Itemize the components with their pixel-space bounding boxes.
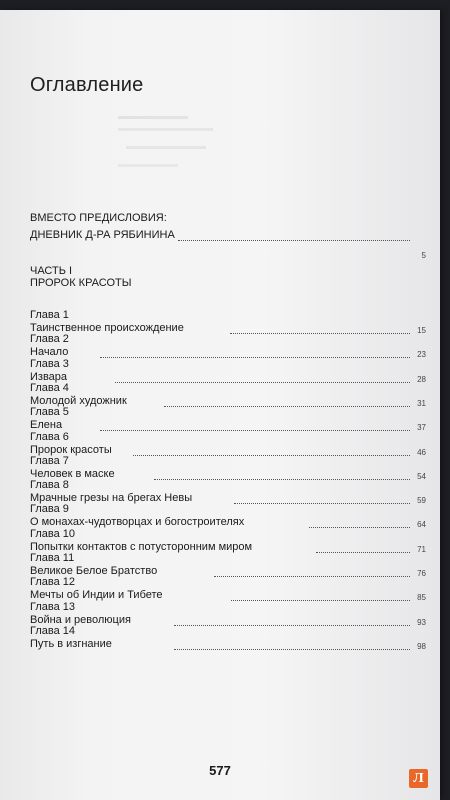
part-title: ПРОРОК КРАСОТЫ (30, 277, 132, 289)
chapter-title: Елена (30, 419, 63, 432)
chapter-page: 93 (417, 617, 426, 627)
chapter-label: Глава 13 (30, 600, 76, 613)
chapter-label: Глава 2 (30, 333, 69, 346)
chapter-leader (154, 479, 410, 480)
chapter-leader (174, 625, 410, 626)
chapter-label: Глава 10 (30, 527, 76, 540)
chapter-page: 85 (417, 593, 426, 603)
chapter-label: Глава 1 (30, 309, 69, 321)
chapter-label: Глава 9 (30, 503, 69, 516)
chapter-title: Великое Белое Братство (30, 565, 158, 577)
chapter-label: Глава 12 (30, 576, 76, 589)
toc-heading: Оглавление (30, 74, 144, 96)
preface-page: 5 (421, 251, 426, 260)
chapter-page: 98 (417, 641, 426, 651)
chapter-page: 28 (417, 374, 426, 384)
chapter-title: Начало (30, 346, 69, 359)
chapter-page: 23 (417, 350, 426, 360)
chapter-title: Попытки контактов с потусторонним миром (30, 540, 253, 553)
chapter-label: Глава 5 (30, 406, 69, 419)
chapter-label: Глава 11 (30, 552, 75, 564)
chapter-page: 37 (417, 423, 426, 433)
chapter-title: О монахах-чудотворцах и богостроителях (30, 516, 245, 529)
chapter-title: Молодой художник (30, 394, 127, 407)
chapter-title: Человек в маске (30, 467, 115, 480)
chapter-label: Глава 4 (30, 381, 69, 394)
book-page (0, 10, 440, 800)
chapter-page: 46 (417, 447, 426, 457)
chapter-leader (164, 406, 410, 407)
chapter-label: Глава 8 (30, 479, 69, 492)
chapter-title: Война и революция (30, 613, 131, 626)
chapter-label: Глава 6 (30, 430, 69, 443)
chapter-title: Путь в изгнание (30, 637, 112, 650)
chapter-title: Мрачные грезы на брегах Невы (30, 492, 193, 505)
chapter-label: Глава 14 (30, 624, 76, 637)
chapter-leader (174, 649, 410, 650)
chapter-leader (231, 600, 410, 601)
chapter-leader (214, 576, 410, 577)
chapter-leader (100, 430, 410, 431)
preface-heading-line1: ВМЕСТО ПРЕДИСЛОВИЯ: (30, 212, 167, 224)
chapter-page: 15 (417, 326, 426, 335)
chapter-leader (115, 382, 410, 383)
chapter-title: Таинственное происхождение (30, 322, 184, 334)
chapter-label: Глава 7 (30, 454, 69, 467)
chapter-leader (100, 357, 410, 358)
chapter-page: 31 (417, 398, 426, 408)
chapter-leader (133, 455, 410, 456)
chapter-label: Глава 3 (30, 357, 69, 370)
chapter-page: 59 (417, 496, 426, 506)
chapter-leader (230, 333, 410, 334)
chapter-leader (234, 503, 410, 504)
bleed-through-text (118, 116, 238, 178)
chapter-title: Мечты об Индии и Тибете (30, 589, 163, 602)
chapter-title: Извара (30, 370, 68, 383)
preface-heading-line2: ДНЕВНИК Д-РА РЯБИНИНА (30, 229, 175, 241)
chapter-page: 76 (417, 569, 426, 578)
chapter-leader (316, 552, 410, 553)
chapter-leader (309, 527, 410, 528)
chapter-page: 64 (417, 520, 426, 530)
livelib-logo-icon: Л (409, 769, 428, 788)
preface-leader (178, 240, 410, 241)
page-number: 577 (209, 763, 231, 778)
chapter-page: 71 (417, 544, 426, 554)
chapter-title: Пророк красоты (30, 443, 112, 456)
part-label: ЧАСТЬ I (30, 265, 73, 277)
chapter-page: 54 (417, 471, 426, 481)
